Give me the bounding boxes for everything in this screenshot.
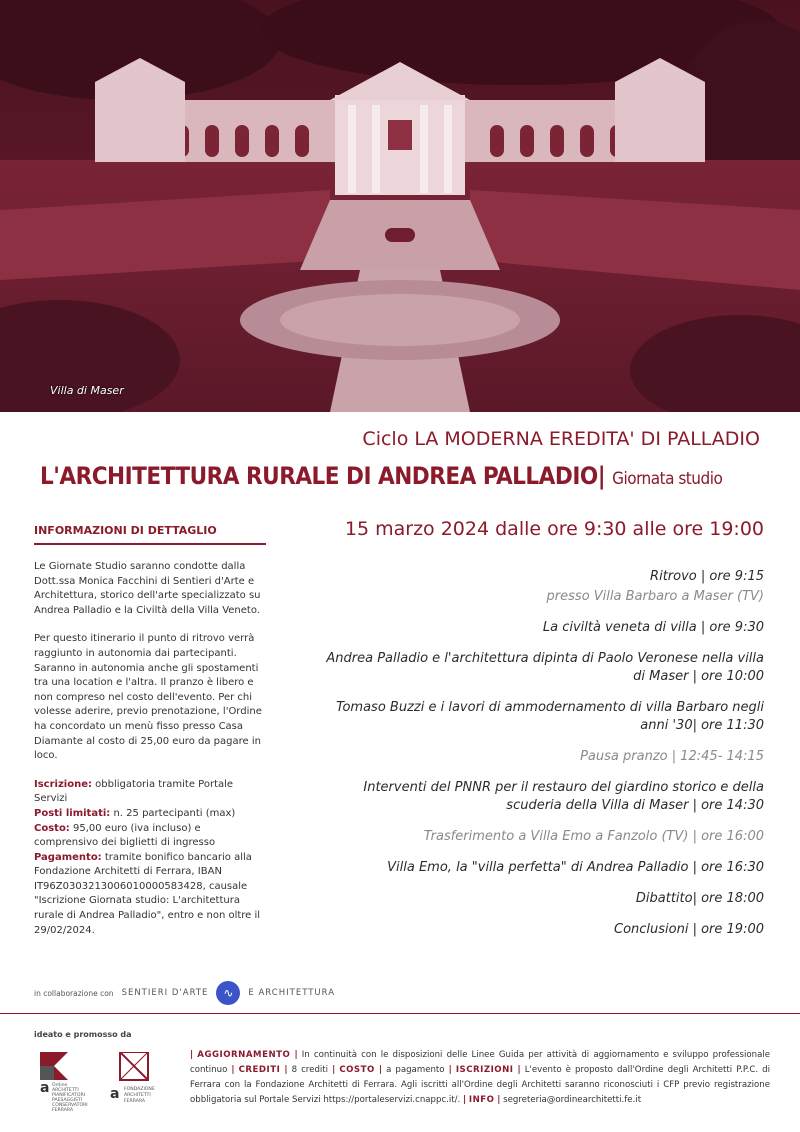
cost-line bbox=[34, 822, 266, 851]
program-item: Andrea Palladio e l'architettura dipinta di Paolo Veronese nella villa di Maser | ore 10:00 bbox=[326, 651, 764, 684]
seats-line bbox=[34, 807, 266, 822]
payment-key: Pagamento: bbox=[34, 851, 102, 863]
collab-org-left: SENTIERI D'ARTE bbox=[121, 988, 209, 998]
info-section-label: INFORMAZIONI DI DETTAGLIO bbox=[34, 524, 217, 537]
program-item: Interventi del PNNR per il restauro del giardino storico e della scuderia della Villa di Maser | ore 14:30 bbox=[363, 780, 764, 813]
footer-notes: | AGGIORNAMENTO | In continuità con le disposizioni delle Linee Guida per attività di aggiornamento e sviluppo professionale continuo | CREDITI | 8 crediti | COSTO | a pagamento | ISCRIZIONI | L'evento è proposto dall'Ordine degli Architetti P.P.C. di Ferrara con la Fondazione Architetti di Ferrara. Agli iscritti all'Ordine degli Architetti saranno riconosciuti i CFP previo registrazione obbligatoria sul Portale Servizi https://portaleservizi.cnappc.it/. | INFO | segreteria@ordinearchitetti.fe.it bbox=[190, 1050, 771, 1105]
logo-text-line: Ordine bbox=[52, 1083, 68, 1088]
program-item: Pausa pranzo | 12:45- 14:15 bbox=[580, 749, 764, 764]
payment-value: tramite bonifico bancario alla Fondazione Architetti di Ferrara, IBAN IT96Z0303213006010000583428, causale "Iscrizione Giornata studio: L'architettura rurale di Andrea Palladio", entro e non oltre il 29/02/2024. bbox=[34, 851, 261, 936]
villa-illustration bbox=[0, 0, 800, 412]
divider bbox=[34, 543, 266, 545]
cost-key: Costo: bbox=[34, 822, 70, 834]
program-item: presso Villa Barbaro a Maser (TV) bbox=[546, 589, 764, 604]
collab-org-right: E ARCHITETTURA bbox=[248, 988, 336, 998]
title-subtitle: Giornata studio bbox=[612, 469, 723, 489]
crediti-text: 8 crediti bbox=[291, 1065, 329, 1075]
iscrizioni-text: L'evento è proposto dall'Ordine degli Architetti P.P.C. di Ferrara con la Fondazione Architetti di Ferrara. Agli iscritti all'Ordine degli Architetti saranno riconosciuti i CFP previo registrazione obbligatoria sul Portale Servizi https://portaleservizi.cnappc.it/. bbox=[190, 1065, 771, 1105]
tag-info: INFO bbox=[468, 1095, 495, 1105]
tag-iscrizioni: ISCRIZIONI bbox=[455, 1065, 514, 1075]
logo-text-line: FONDAZIONE bbox=[124, 1087, 155, 1092]
tag-crediti: CREDITI bbox=[238, 1065, 281, 1075]
registration-key: Iscrizione: bbox=[34, 778, 92, 790]
aggiornamento-text: In continuità con le disposizioni delle Linee Guida per attività di aggiornamento e sviluppo professionale continuo bbox=[190, 1050, 771, 1075]
logo-text-line: PAESAGGISTI bbox=[52, 1098, 83, 1103]
series-text: Ciclo LA MODERNA EREDITA' DI PALLADIO bbox=[362, 428, 760, 450]
cost-value: 95,00 euro (iva incluso) e comprensivo dei biglietti di ingresso bbox=[34, 822, 216, 849]
info-column bbox=[34, 560, 266, 938]
seats-key: Posti limitati: bbox=[34, 807, 111, 819]
program-item: La civiltà veneta di villa | ore 9:30 bbox=[542, 620, 764, 635]
svg-text:a: a bbox=[110, 1086, 120, 1102]
program-item: Villa Emo, la "villa perfetta" di Andrea Palladio | ore 16:30 bbox=[387, 860, 764, 875]
tag-costo: COSTO bbox=[339, 1065, 375, 1075]
registration-value: obbligatoria tramite Portale Servizi bbox=[34, 778, 234, 805]
event-series bbox=[362, 428, 760, 450]
info-email[interactable]: segreteria@ordinearchitetti.fe.it bbox=[503, 1095, 642, 1105]
payment-line bbox=[34, 851, 266, 939]
logo-text-line: ARCHITETTI bbox=[52, 1088, 79, 1093]
program-item: Tomaso Buzzi e i lavori di ammodernamento di villa Barbaro negli anni '30| ore 11:30 bbox=[336, 700, 764, 733]
program-item: Trasferimento a Villa Emo a Fanzolo (TV) | ore 16:00 bbox=[423, 829, 764, 844]
tag-aggiornamento: AGGIORNAMENTO bbox=[197, 1050, 291, 1060]
event-title bbox=[40, 462, 770, 490]
logo-text-line: CONSERVATORI bbox=[52, 1103, 88, 1108]
wave-logo-icon: ∿ bbox=[216, 981, 240, 1005]
event-date: 15 marzo 2024 dalle ore 9:30 alle ore 19:00 bbox=[344, 518, 764, 540]
info-paragraph-2: Per questo itinerario il punto di ritrovo verrà raggiunto in autonomia dai partecipanti. Saranno in autonomia anche gli spostamenti tra una location e l'altra. Il pranzo è libero e non compreso nel costo dell'evento. Per chi volesse aderire, previo prenotazione, l'Ordine ha concordato un menù fisso presso Casa Diamante al costo di 25,00 euro da pagare in loco. bbox=[34, 633, 262, 762]
footer-divider bbox=[0, 1013, 800, 1014]
logo-text-line: FERRARA bbox=[52, 1108, 74, 1113]
collab-label: in collaborazione con bbox=[34, 988, 114, 998]
costo-text: a pagamento bbox=[386, 1065, 445, 1075]
collaboration bbox=[34, 981, 335, 1005]
title-text: L'ARCHITETTURA RURALE DI ANDREA PALLADIO| bbox=[40, 462, 606, 490]
program-item: Conclusioni | ore 19:00 bbox=[614, 922, 764, 937]
svg-text:a: a bbox=[40, 1080, 50, 1096]
photo-caption: Villa di Maser bbox=[50, 384, 124, 397]
info-paragraph-1: Le Giornate Studio saranno condotte dalla Dott.ssa Monica Facchini di Sentieri d'Arte e Architettura, storico dell'arte specializzato su Andrea Palladio e la Civiltà della Villa Veneto. bbox=[34, 561, 261, 616]
seats-value: n. 25 partecipanti (max) bbox=[113, 807, 236, 819]
program-item: Dibattito| ore 18:00 bbox=[635, 891, 764, 906]
logo-text-line: ARCHITETTI bbox=[124, 1093, 151, 1098]
logo-text-line: PIANIFICATORI bbox=[52, 1093, 86, 1098]
fondazione-architetti-logo bbox=[110, 1052, 170, 1114]
promoted-by-label: ideato e promosso da bbox=[34, 1030, 132, 1039]
svg-text:FONDAZIONEARCHITETTIFERRARA bbox=[124, 1086, 155, 1104]
svg-text:OrdineARCHITETTIPIANIFICATORIP bbox=[52, 1082, 88, 1113]
program-list bbox=[324, 568, 764, 952]
ordine-architetti-logo bbox=[40, 1052, 90, 1114]
program-item: Ritrovo | ore 9:15 bbox=[650, 569, 764, 584]
logo-text-line: FERRARA bbox=[124, 1099, 146, 1104]
hero-photo-villa bbox=[0, 0, 800, 412]
registration-line bbox=[34, 778, 266, 807]
registration-details bbox=[34, 778, 266, 939]
